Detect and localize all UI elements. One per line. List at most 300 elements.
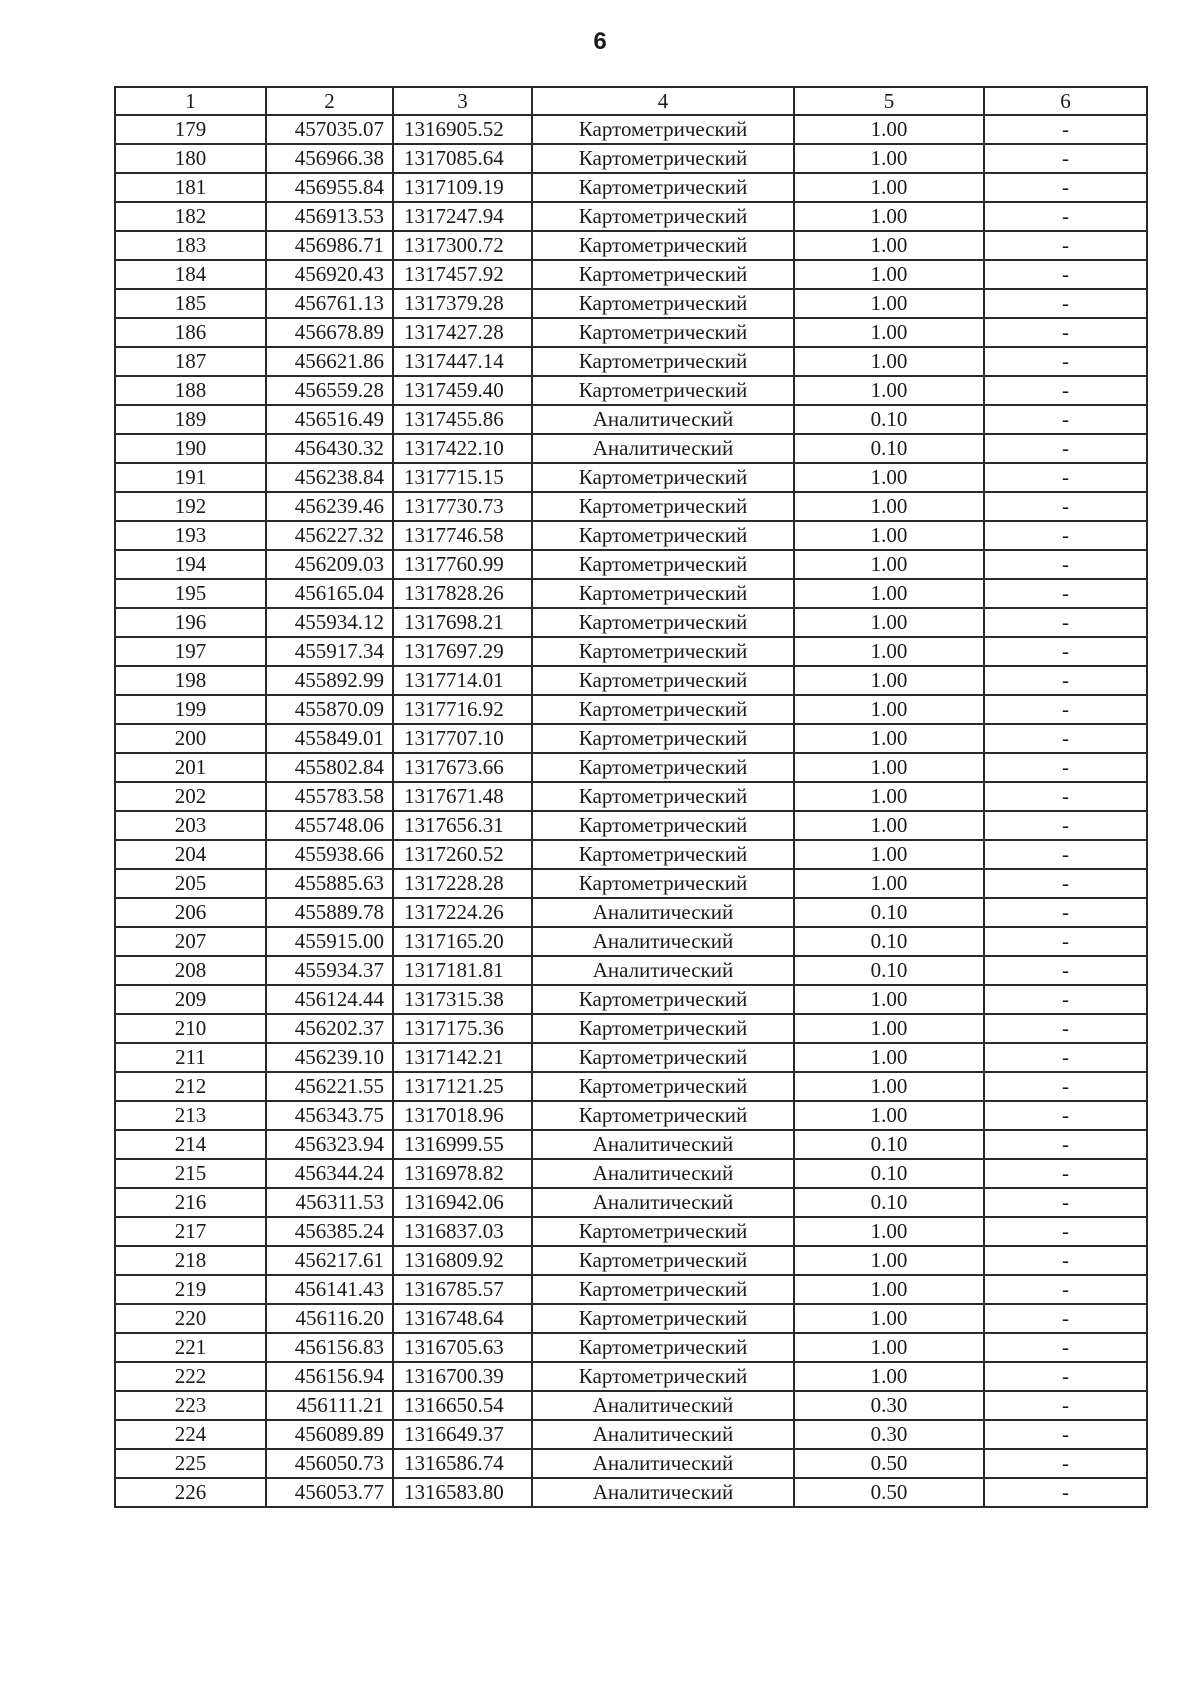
point-number-cell: 212	[115, 1072, 266, 1101]
table-row	[115, 492, 1147, 521]
method-cell: Картометрический	[532, 579, 794, 608]
point-number-cell: 189	[115, 405, 266, 434]
table-row	[115, 434, 1147, 463]
note-cell: -	[984, 753, 1147, 782]
y-coordinate-cell: 1317121.25	[393, 1072, 532, 1101]
x-coordinate-cell: 456323.94	[266, 1130, 393, 1159]
point-number-cell: 203	[115, 811, 266, 840]
note-cell: -	[984, 898, 1147, 927]
method-cell: Картометрический	[532, 1014, 794, 1043]
accuracy-cell: 0.10	[794, 927, 984, 956]
method-cell: Картометрический	[532, 289, 794, 318]
point-number-cell: 179	[115, 115, 266, 144]
x-coordinate-cell: 456209.03	[266, 550, 393, 579]
method-cell: Аналитический	[532, 434, 794, 463]
column-header: 2	[266, 87, 393, 115]
note-cell: -	[984, 927, 1147, 956]
y-coordinate-cell: 1317730.73	[393, 492, 532, 521]
x-coordinate-cell: 456227.32	[266, 521, 393, 550]
x-coordinate-cell: 456986.71	[266, 231, 393, 260]
method-cell: Картометрический	[532, 666, 794, 695]
table-row	[115, 1043, 1147, 1072]
y-coordinate-cell: 1317260.52	[393, 840, 532, 869]
x-coordinate-cell: 456156.94	[266, 1362, 393, 1391]
point-number-cell: 209	[115, 985, 266, 1014]
table-row	[115, 231, 1147, 260]
y-coordinate-cell: 1316650.54	[393, 1391, 532, 1420]
table-row	[115, 637, 1147, 666]
y-coordinate-cell: 1317142.21	[393, 1043, 532, 1072]
point-number-cell: 187	[115, 347, 266, 376]
note-cell: -	[984, 1478, 1147, 1507]
table-header-row	[115, 87, 1147, 115]
point-number-cell: 223	[115, 1391, 266, 1420]
note-cell: -	[984, 318, 1147, 347]
note-cell: -	[984, 811, 1147, 840]
method-cell: Картометрический	[532, 202, 794, 231]
method-cell: Картометрический	[532, 840, 794, 869]
table-row	[115, 985, 1147, 1014]
note-cell: -	[984, 1449, 1147, 1478]
accuracy-cell: 0.10	[794, 1130, 984, 1159]
method-cell: Аналитический	[532, 1130, 794, 1159]
table-row	[115, 1159, 1147, 1188]
table-row	[115, 666, 1147, 695]
x-coordinate-cell: 456516.49	[266, 405, 393, 434]
x-coordinate-cell: 456053.77	[266, 1478, 393, 1507]
accuracy-cell: 1.00	[794, 521, 984, 550]
point-number-cell: 188	[115, 376, 266, 405]
point-number-cell: 190	[115, 434, 266, 463]
x-coordinate-cell: 456920.43	[266, 260, 393, 289]
y-coordinate-cell: 1317447.14	[393, 347, 532, 376]
y-coordinate-cell: 1317085.64	[393, 144, 532, 173]
note-cell: -	[984, 202, 1147, 231]
x-coordinate-cell: 456141.43	[266, 1275, 393, 1304]
y-coordinate-cell: 1317228.28	[393, 869, 532, 898]
column-header: 3	[393, 87, 532, 115]
accuracy-cell: 1.00	[794, 289, 984, 318]
table-body	[115, 115, 1147, 1507]
point-number-cell: 193	[115, 521, 266, 550]
method-cell: Аналитический	[532, 405, 794, 434]
method-cell: Картометрический	[532, 985, 794, 1014]
accuracy-cell: 0.10	[794, 1188, 984, 1217]
table-row	[115, 1304, 1147, 1333]
point-number-cell: 184	[115, 260, 266, 289]
x-coordinate-cell: 455885.63	[266, 869, 393, 898]
note-cell: -	[984, 637, 1147, 666]
method-cell: Картометрический	[532, 1072, 794, 1101]
x-coordinate-cell: 455748.06	[266, 811, 393, 840]
accuracy-cell: 1.00	[794, 608, 984, 637]
accuracy-cell: 1.00	[794, 1043, 984, 1072]
y-coordinate-cell: 1317714.01	[393, 666, 532, 695]
accuracy-cell: 1.00	[794, 1362, 984, 1391]
table-row	[115, 521, 1147, 550]
x-coordinate-cell: 456311.53	[266, 1188, 393, 1217]
accuracy-cell: 1.00	[794, 144, 984, 173]
method-cell: Аналитический	[532, 927, 794, 956]
x-coordinate-cell: 456343.75	[266, 1101, 393, 1130]
table-row	[115, 753, 1147, 782]
point-number-cell: 214	[115, 1130, 266, 1159]
table-row	[115, 811, 1147, 840]
method-cell: Аналитический	[532, 1188, 794, 1217]
y-coordinate-cell: 1317379.28	[393, 289, 532, 318]
x-coordinate-cell: 456238.84	[266, 463, 393, 492]
method-cell: Картометрический	[532, 492, 794, 521]
table-row	[115, 1217, 1147, 1246]
accuracy-cell: 1.00	[794, 753, 984, 782]
x-coordinate-cell: 456385.24	[266, 1217, 393, 1246]
x-coordinate-cell: 456156.83	[266, 1333, 393, 1362]
y-coordinate-cell: 1316649.37	[393, 1420, 532, 1449]
accuracy-cell: 0.50	[794, 1449, 984, 1478]
point-number-cell: 207	[115, 927, 266, 956]
note-cell: -	[984, 347, 1147, 376]
table-row	[115, 1188, 1147, 1217]
table-row	[115, 695, 1147, 724]
table-row	[115, 289, 1147, 318]
note-cell: -	[984, 1188, 1147, 1217]
note-cell: -	[984, 840, 1147, 869]
table-row	[115, 1420, 1147, 1449]
note-cell: -	[984, 666, 1147, 695]
accuracy-cell: 1.00	[794, 463, 984, 492]
y-coordinate-cell: 1316785.57	[393, 1275, 532, 1304]
note-cell: -	[984, 1043, 1147, 1072]
method-cell: Аналитический	[532, 1449, 794, 1478]
point-number-cell: 206	[115, 898, 266, 927]
note-cell: -	[984, 782, 1147, 811]
table-row	[115, 318, 1147, 347]
note-cell: -	[984, 144, 1147, 173]
table-row	[115, 463, 1147, 492]
point-number-cell: 224	[115, 1420, 266, 1449]
table-row	[115, 927, 1147, 956]
x-coordinate-cell: 455934.37	[266, 956, 393, 985]
table-row	[115, 1478, 1147, 1507]
method-cell: Аналитический	[532, 898, 794, 927]
note-cell: -	[984, 724, 1147, 753]
x-coordinate-cell: 456966.38	[266, 144, 393, 173]
table-row	[115, 956, 1147, 985]
accuracy-cell: 0.30	[794, 1391, 984, 1420]
y-coordinate-cell: 1317715.15	[393, 463, 532, 492]
y-coordinate-cell: 1317224.26	[393, 898, 532, 927]
table-row	[115, 260, 1147, 289]
y-coordinate-cell: 1317181.81	[393, 956, 532, 985]
point-number-cell: 182	[115, 202, 266, 231]
accuracy-cell: 0.10	[794, 898, 984, 927]
x-coordinate-cell: 456217.61	[266, 1246, 393, 1275]
note-cell: -	[984, 492, 1147, 521]
point-number-cell: 205	[115, 869, 266, 898]
method-cell: Картометрический	[532, 608, 794, 637]
y-coordinate-cell: 1317697.29	[393, 637, 532, 666]
table-row	[115, 1101, 1147, 1130]
point-number-cell: 211	[115, 1043, 266, 1072]
point-number-cell: 213	[115, 1101, 266, 1130]
accuracy-cell: 1.00	[794, 869, 984, 898]
x-coordinate-cell: 455938.66	[266, 840, 393, 869]
note-cell: -	[984, 1333, 1147, 1362]
y-coordinate-cell: 1317247.94	[393, 202, 532, 231]
accuracy-cell: 0.10	[794, 1159, 984, 1188]
x-coordinate-cell: 456165.04	[266, 579, 393, 608]
note-cell: -	[984, 1217, 1147, 1246]
note-cell: -	[984, 579, 1147, 608]
accuracy-cell: 1.00	[794, 1101, 984, 1130]
method-cell: Картометрический	[532, 463, 794, 492]
accuracy-cell: 1.00	[794, 231, 984, 260]
method-cell: Аналитический	[532, 956, 794, 985]
accuracy-cell: 1.00	[794, 1304, 984, 1333]
method-cell: Картометрический	[532, 869, 794, 898]
method-cell: Картометрический	[532, 521, 794, 550]
table-row	[115, 550, 1147, 579]
point-number-cell: 194	[115, 550, 266, 579]
accuracy-cell: 1.00	[794, 985, 984, 1014]
y-coordinate-cell: 1316583.80	[393, 1478, 532, 1507]
point-number-cell: 219	[115, 1275, 266, 1304]
y-coordinate-cell: 1316748.64	[393, 1304, 532, 1333]
point-number-cell: 210	[115, 1014, 266, 1043]
accuracy-cell: 1.00	[794, 347, 984, 376]
x-coordinate-cell: 456221.55	[266, 1072, 393, 1101]
method-cell: Картометрический	[532, 144, 794, 173]
x-coordinate-cell: 456124.44	[266, 985, 393, 1014]
note-cell: -	[984, 550, 1147, 579]
point-number-cell: 199	[115, 695, 266, 724]
x-coordinate-cell: 456344.24	[266, 1159, 393, 1188]
x-coordinate-cell: 455870.09	[266, 695, 393, 724]
accuracy-cell: 0.10	[794, 434, 984, 463]
note-cell: -	[984, 115, 1147, 144]
accuracy-cell: 1.00	[794, 579, 984, 608]
y-coordinate-cell: 1317300.72	[393, 231, 532, 260]
y-coordinate-cell: 1317656.31	[393, 811, 532, 840]
x-coordinate-cell: 457035.07	[266, 115, 393, 144]
x-coordinate-cell: 456202.37	[266, 1014, 393, 1043]
accuracy-cell: 1.00	[794, 260, 984, 289]
accuracy-cell: 1.00	[794, 811, 984, 840]
y-coordinate-cell: 1317746.58	[393, 521, 532, 550]
x-coordinate-cell: 455917.34	[266, 637, 393, 666]
column-header: 1	[115, 87, 266, 115]
y-coordinate-cell: 1317315.38	[393, 985, 532, 1014]
point-number-cell: 197	[115, 637, 266, 666]
y-coordinate-cell: 1317175.36	[393, 1014, 532, 1043]
note-cell: -	[984, 434, 1147, 463]
point-number-cell: 196	[115, 608, 266, 637]
accuracy-cell: 1.00	[794, 666, 984, 695]
x-coordinate-cell: 456239.10	[266, 1043, 393, 1072]
note-cell: -	[984, 985, 1147, 1014]
note-cell: -	[984, 260, 1147, 289]
y-coordinate-cell: 1316999.55	[393, 1130, 532, 1159]
x-coordinate-cell: 456111.21	[266, 1391, 393, 1420]
x-coordinate-cell: 456559.28	[266, 376, 393, 405]
table-row	[115, 1391, 1147, 1420]
accuracy-cell: 1.00	[794, 1014, 984, 1043]
x-coordinate-cell: 456913.53	[266, 202, 393, 231]
point-number-cell: 221	[115, 1333, 266, 1362]
method-cell: Картометрический	[532, 695, 794, 724]
accuracy-cell: 1.00	[794, 318, 984, 347]
method-cell: Картометрический	[532, 811, 794, 840]
column-header: 6	[984, 87, 1147, 115]
y-coordinate-cell: 1317018.96	[393, 1101, 532, 1130]
table-row	[115, 1333, 1147, 1362]
method-cell: Аналитический	[532, 1420, 794, 1449]
point-number-cell: 201	[115, 753, 266, 782]
table-row	[115, 1275, 1147, 1304]
point-number-cell: 215	[115, 1159, 266, 1188]
note-cell: -	[984, 1101, 1147, 1130]
point-number-cell: 202	[115, 782, 266, 811]
table-row	[115, 1072, 1147, 1101]
accuracy-cell: 1.00	[794, 1246, 984, 1275]
note-cell: -	[984, 1072, 1147, 1101]
note-cell: -	[984, 869, 1147, 898]
note-cell: -	[984, 231, 1147, 260]
point-number-cell: 226	[115, 1478, 266, 1507]
note-cell: -	[984, 173, 1147, 202]
method-cell: Картометрический	[532, 724, 794, 753]
method-cell: Картометрический	[532, 1246, 794, 1275]
point-number-cell: 225	[115, 1449, 266, 1478]
method-cell: Картометрический	[532, 231, 794, 260]
table-row	[115, 1362, 1147, 1391]
accuracy-cell: 1.00	[794, 202, 984, 231]
y-coordinate-cell: 1317165.20	[393, 927, 532, 956]
y-coordinate-cell: 1317828.26	[393, 579, 532, 608]
x-coordinate-cell: 455915.00	[266, 927, 393, 956]
y-coordinate-cell: 1316705.63	[393, 1333, 532, 1362]
method-cell: Картометрический	[532, 1217, 794, 1246]
point-number-cell: 195	[115, 579, 266, 608]
table-row	[115, 1014, 1147, 1043]
method-cell: Картометрический	[532, 753, 794, 782]
table-row	[115, 1130, 1147, 1159]
table-row	[115, 115, 1147, 144]
table-row	[115, 608, 1147, 637]
note-cell: -	[984, 1304, 1147, 1333]
x-coordinate-cell: 456430.32	[266, 434, 393, 463]
point-number-cell: 222	[115, 1362, 266, 1391]
y-coordinate-cell: 1317698.21	[393, 608, 532, 637]
table-row	[115, 840, 1147, 869]
note-cell: -	[984, 1159, 1147, 1188]
column-header: 4	[532, 87, 794, 115]
table-row	[115, 1449, 1147, 1478]
method-cell: Аналитический	[532, 1478, 794, 1507]
y-coordinate-cell: 1317427.28	[393, 318, 532, 347]
table-row	[115, 347, 1147, 376]
x-coordinate-cell: 455934.12	[266, 608, 393, 637]
table-row	[115, 724, 1147, 753]
x-coordinate-cell: 455892.99	[266, 666, 393, 695]
x-coordinate-cell: 456621.86	[266, 347, 393, 376]
method-cell: Картометрический	[532, 115, 794, 144]
accuracy-cell: 0.10	[794, 956, 984, 985]
note-cell: -	[984, 695, 1147, 724]
method-cell: Картометрический	[532, 260, 794, 289]
method-cell: Картометрический	[532, 376, 794, 405]
table-row	[115, 144, 1147, 173]
note-cell: -	[984, 956, 1147, 985]
note-cell: -	[984, 1362, 1147, 1391]
point-number-cell: 183	[115, 231, 266, 260]
accuracy-cell: 1.00	[794, 724, 984, 753]
note-cell: -	[984, 1420, 1147, 1449]
y-coordinate-cell: 1317760.99	[393, 550, 532, 579]
note-cell: -	[984, 1014, 1147, 1043]
y-coordinate-cell: 1316700.39	[393, 1362, 532, 1391]
method-cell: Картометрический	[532, 1362, 794, 1391]
accuracy-cell: 1.00	[794, 173, 984, 202]
y-coordinate-cell: 1317716.92	[393, 695, 532, 724]
table-row	[115, 782, 1147, 811]
point-number-cell: 216	[115, 1188, 266, 1217]
note-cell: -	[984, 1275, 1147, 1304]
accuracy-cell: 1.00	[794, 1275, 984, 1304]
note-cell: -	[984, 608, 1147, 637]
method-cell: Аналитический	[532, 1159, 794, 1188]
point-number-cell: 185	[115, 289, 266, 318]
page-number: 6	[593, 28, 607, 55]
point-number-cell: 218	[115, 1246, 266, 1275]
point-number-cell: 186	[115, 318, 266, 347]
method-cell: Картометрический	[532, 347, 794, 376]
y-coordinate-cell: 1317455.86	[393, 405, 532, 434]
x-coordinate-cell: 456116.20	[266, 1304, 393, 1333]
x-coordinate-cell: 456089.89	[266, 1420, 393, 1449]
table-row	[115, 405, 1147, 434]
x-coordinate-cell: 456955.84	[266, 173, 393, 202]
table-row	[115, 869, 1147, 898]
method-cell: Картометрический	[532, 637, 794, 666]
accuracy-cell: 0.50	[794, 1478, 984, 1507]
y-coordinate-cell: 1316942.06	[393, 1188, 532, 1217]
method-cell: Картометрический	[532, 1304, 794, 1333]
accuracy-cell: 1.00	[794, 115, 984, 144]
point-number-cell: 180	[115, 144, 266, 173]
x-coordinate-cell: 455783.58	[266, 782, 393, 811]
point-number-cell: 192	[115, 492, 266, 521]
x-coordinate-cell: 455889.78	[266, 898, 393, 927]
table-row	[115, 1246, 1147, 1275]
note-cell: -	[984, 1130, 1147, 1159]
note-cell: -	[984, 405, 1147, 434]
y-coordinate-cell: 1317422.10	[393, 434, 532, 463]
y-coordinate-cell: 1317459.40	[393, 376, 532, 405]
method-cell: Картометрический	[532, 1043, 794, 1072]
y-coordinate-cell: 1316837.03	[393, 1217, 532, 1246]
accuracy-cell: 1.00	[794, 550, 984, 579]
coordinates-table	[114, 86, 1148, 1508]
method-cell: Картометрический	[532, 1101, 794, 1130]
point-number-cell: 181	[115, 173, 266, 202]
note-cell: -	[984, 1246, 1147, 1275]
y-coordinate-cell: 1317457.92	[393, 260, 532, 289]
x-coordinate-cell: 456761.13	[266, 289, 393, 318]
point-number-cell: 200	[115, 724, 266, 753]
accuracy-cell: 0.10	[794, 405, 984, 434]
x-coordinate-cell: 456678.89	[266, 318, 393, 347]
